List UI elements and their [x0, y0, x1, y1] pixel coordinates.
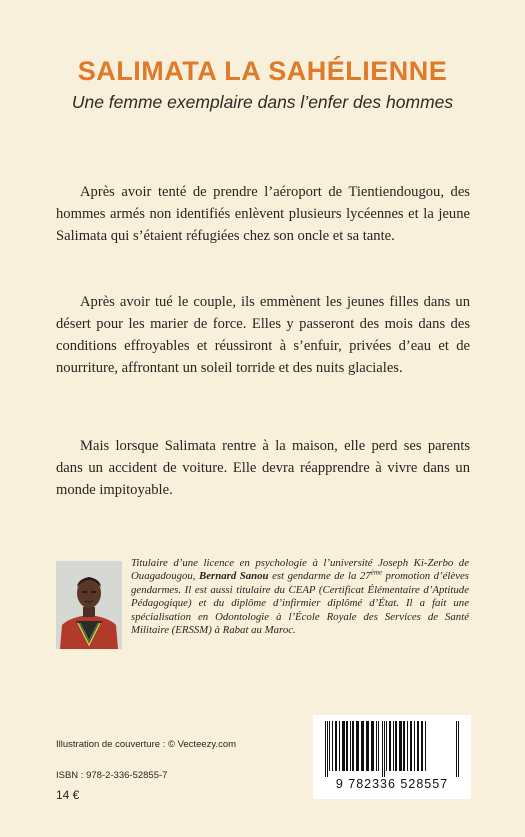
blurb-paragraph-1: Après avoir tenté de prendre l’aéroport de Tientiendougou, des hommes armés non identifiés enlèvent plusieurs lycéennes et la jeune Salimata qui s’étaient réfugiées chez son oncle et sa tante.	[56, 184, 470, 244]
isbn: ISBN : 978-2-336-52855-7	[56, 770, 168, 781]
barcode-bars	[323, 721, 461, 777]
price: 14 €	[56, 788, 80, 802]
book-title: SALIMATA LA SAHÉLIENNE	[77, 56, 448, 86]
barcode	[313, 715, 471, 799]
author-photo	[56, 561, 122, 649]
cover-illustration-credit: Illustration de couverture : © Vecteezy.com	[56, 739, 237, 750]
bio-text-part-2: est gendarme de la 27	[268, 570, 371, 583]
bio-ordinal-suffix: ème	[370, 568, 382, 577]
blurb-paragraph-3: Mais lorsque Salimata rentre à la maison, elle perd ses parents dans un accident de voiture. Elle devra réapprendre à vivre dans un monde impitoyable.	[56, 438, 470, 498]
bio-text-part-1: Titulaire d’une licence en psychologie à l’université Joseph Ki-Zerbo de Ouagadougou,	[131, 557, 469, 583]
book-subtitle: Une femme exemplaire dans l’enfer des hommes	[71, 92, 454, 112]
bio-text-part-3: promotion d’élèves gendarmes. Il est aussi titulaire du CEAP (Certificat Élémentaire d’Aptitude Pédagogique) et du diplôme d’infirmier diplômé d’État. Il a fait une spécialisation en Odontologie à l’École Royale des Services de Santé Militaire (ERSSM) à Rabat au Maroc.	[131, 570, 469, 637]
barcode-number: 9 782336 528557	[335, 777, 449, 791]
author-bio	[131, 557, 469, 637]
blurb-paragraph-2: Après avoir tué le couple, ils emmènent les jeunes filles dans un désert pour les marier de force. Elles y passeront des mois dans des conditions effroyables et réussiront à s’enfuir, privées d’eau et de nourriture, affrontant un soleil torride et des nuits glaciales.	[56, 294, 470, 376]
author-name: Bernard Sanou	[199, 570, 269, 583]
